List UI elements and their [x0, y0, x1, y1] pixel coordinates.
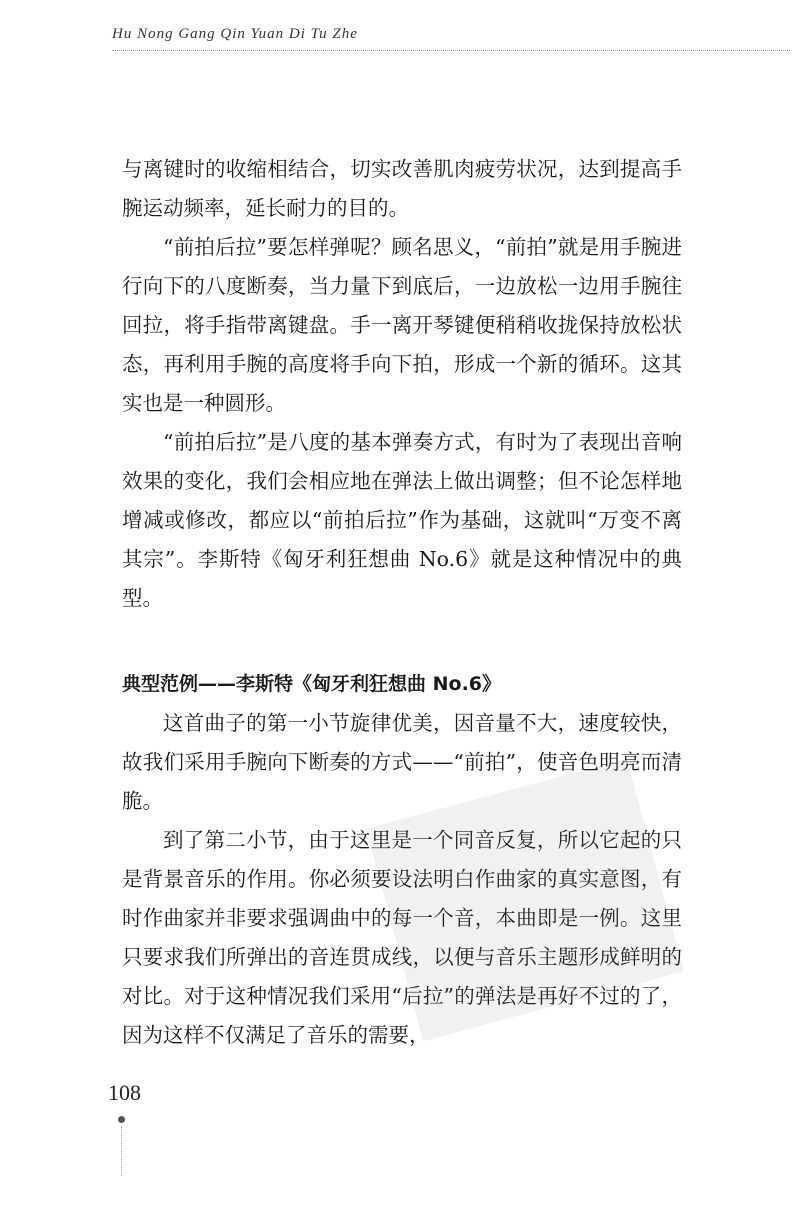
- page-number: 108: [108, 1080, 141, 1105]
- page-marker-leader: [121, 1126, 122, 1176]
- running-header: Hu Nong Gang Qin Yuan Di Tu Zhe: [112, 26, 358, 42]
- header-rule: [112, 50, 790, 51]
- section-heading: 典型范例——李斯特《匈牙利狂想曲 No.6》: [122, 673, 502, 695]
- paragraph-first-measure: 这首曲子的第一小节旋律优美，因音量不大，速度较快，故我们采用手腕向下断奏的方式——“前拍”，使音色明亮而清脆。: [122, 711, 682, 813]
- paragraph-continuation: 与离键时的收缩相结合，切实改善肌肉疲劳状况，达到提高手腕运动频率，延长耐力的目的。: [122, 157, 682, 220]
- paragraph-second-measure: 到了第二小节，由于这里是一个同音反复，所以它起的只是背景音乐的作用。你必须要设法明白作曲家的真实意图，有时作曲家并非要求强调曲中的每一个音，本曲即是一例。这里只要求我们所弹出的音连贯成线，以便与音乐主题形成鲜明的对比。对于这种情况我们采用“后拉”的弹法是再好不过的了，因为这样不仅满足了音乐的需要，: [122, 828, 682, 1047]
- paragraph-technique-explanation: “前拍后拉”要怎样弹呢？顾名思义，“前拍”就是用手腕进行向下的八度断奏，当力量下到底后，一边放松一边用手腕往回拉，将手指带离键盘。手一离开琴键便稍稍收拢保持放松状态，再利用手腕的高度将手向下拍，形成一个新的循环。这其实也是一种圆形。: [122, 235, 682, 415]
- section-spacer: [122, 618, 682, 665]
- paragraph-basic-method: “前拍后拉”是八度的基本弹奏方式，有时为了表现出音响效果的变化，我们会相应地在弹法上做出调整；但不论怎样地增减或修改，都应以“前拍后拉”作为基础，这就叫“万变不离其宗”。李斯特《匈牙利狂想曲 No.6》就是这种情况中的典型。: [122, 430, 682, 610]
- page-marker-dot: [118, 1116, 125, 1123]
